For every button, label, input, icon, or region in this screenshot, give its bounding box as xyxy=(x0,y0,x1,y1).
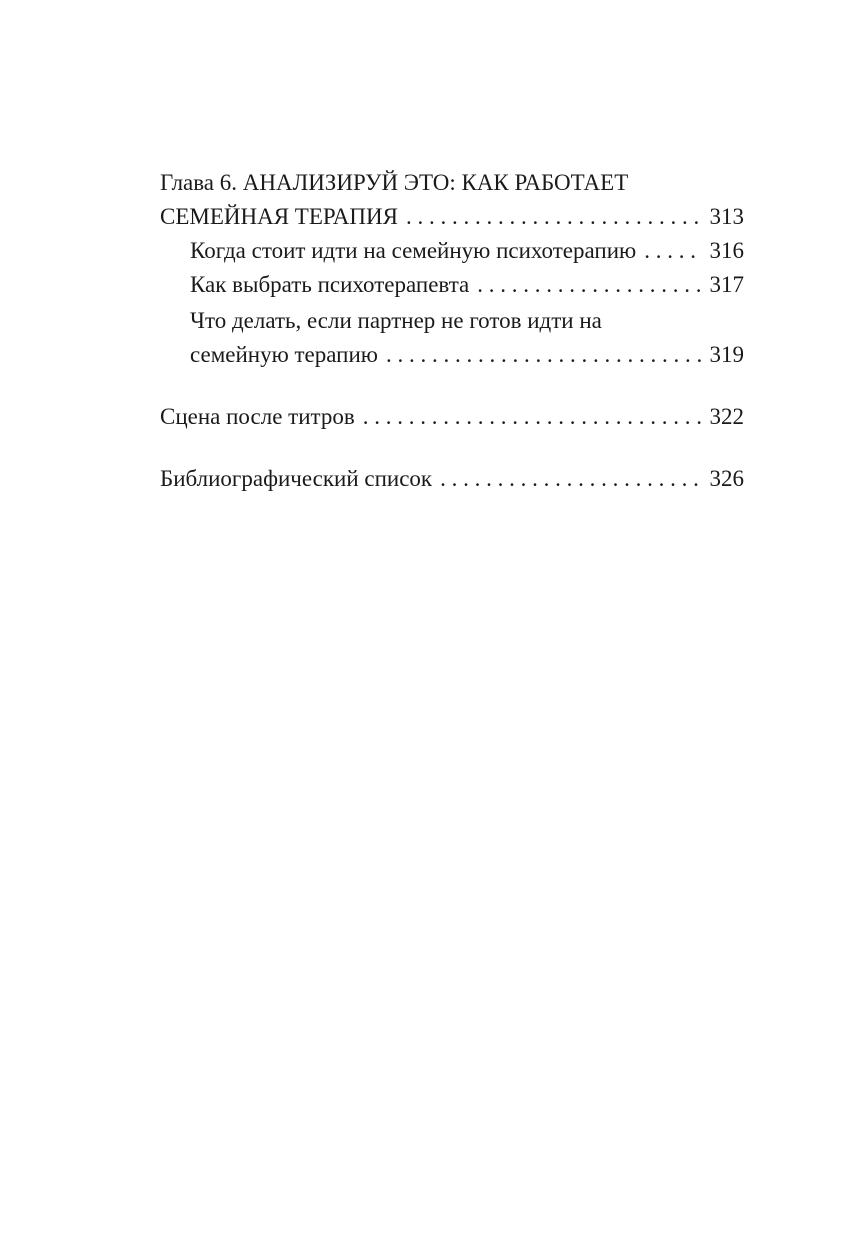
dot-leader xyxy=(440,462,701,496)
toc-section-title: Как выбрать психотерапевта xyxy=(190,272,470,297)
toc-section-entry xyxy=(160,268,744,302)
toc-section-page: 319 xyxy=(709,342,744,367)
toc-section-page: 316 xyxy=(709,238,744,263)
toc-afterword-entry xyxy=(160,400,744,434)
dot-leader xyxy=(406,200,702,234)
toc-bibliography-entry xyxy=(160,462,744,496)
toc-section-entry xyxy=(160,234,744,268)
toc-chapter-6-title-line1: Глава 6. АНАЛИЗИРУЙ ЭТО: КАК РАБОТАЕТ xyxy=(160,170,629,195)
toc-bibliography-page: 326 xyxy=(709,466,744,491)
dot-leader xyxy=(477,268,701,302)
toc-bibliography-title: Библиографический список xyxy=(160,466,433,491)
toc-section-page: 317 xyxy=(709,272,744,297)
toc-section-title: Когда стоит идти на семейную психотерапию xyxy=(190,238,637,263)
toc-afterword-page: 322 xyxy=(709,404,744,429)
toc-section-entry xyxy=(160,338,744,372)
toc-section-title-line1: Что делать, если партнер не готов идти на xyxy=(190,308,602,333)
toc-chapter-6-entry xyxy=(160,200,744,234)
toc-section-entry-heading xyxy=(160,304,744,338)
toc-chapter-6-heading xyxy=(160,166,744,200)
toc-afterword-title: Сцена после титров xyxy=(160,404,355,429)
toc-chapter-6-page: 313 xyxy=(709,204,744,229)
table-of-contents xyxy=(160,166,744,496)
dot-leader xyxy=(386,338,702,372)
dot-leader xyxy=(644,234,701,268)
toc-section-title-line2: семейную терапию xyxy=(190,342,378,367)
dot-leader xyxy=(363,400,702,434)
toc-chapter-6-title-line2: СЕМЕЙНАЯ ТЕРАПИЯ xyxy=(160,204,398,229)
